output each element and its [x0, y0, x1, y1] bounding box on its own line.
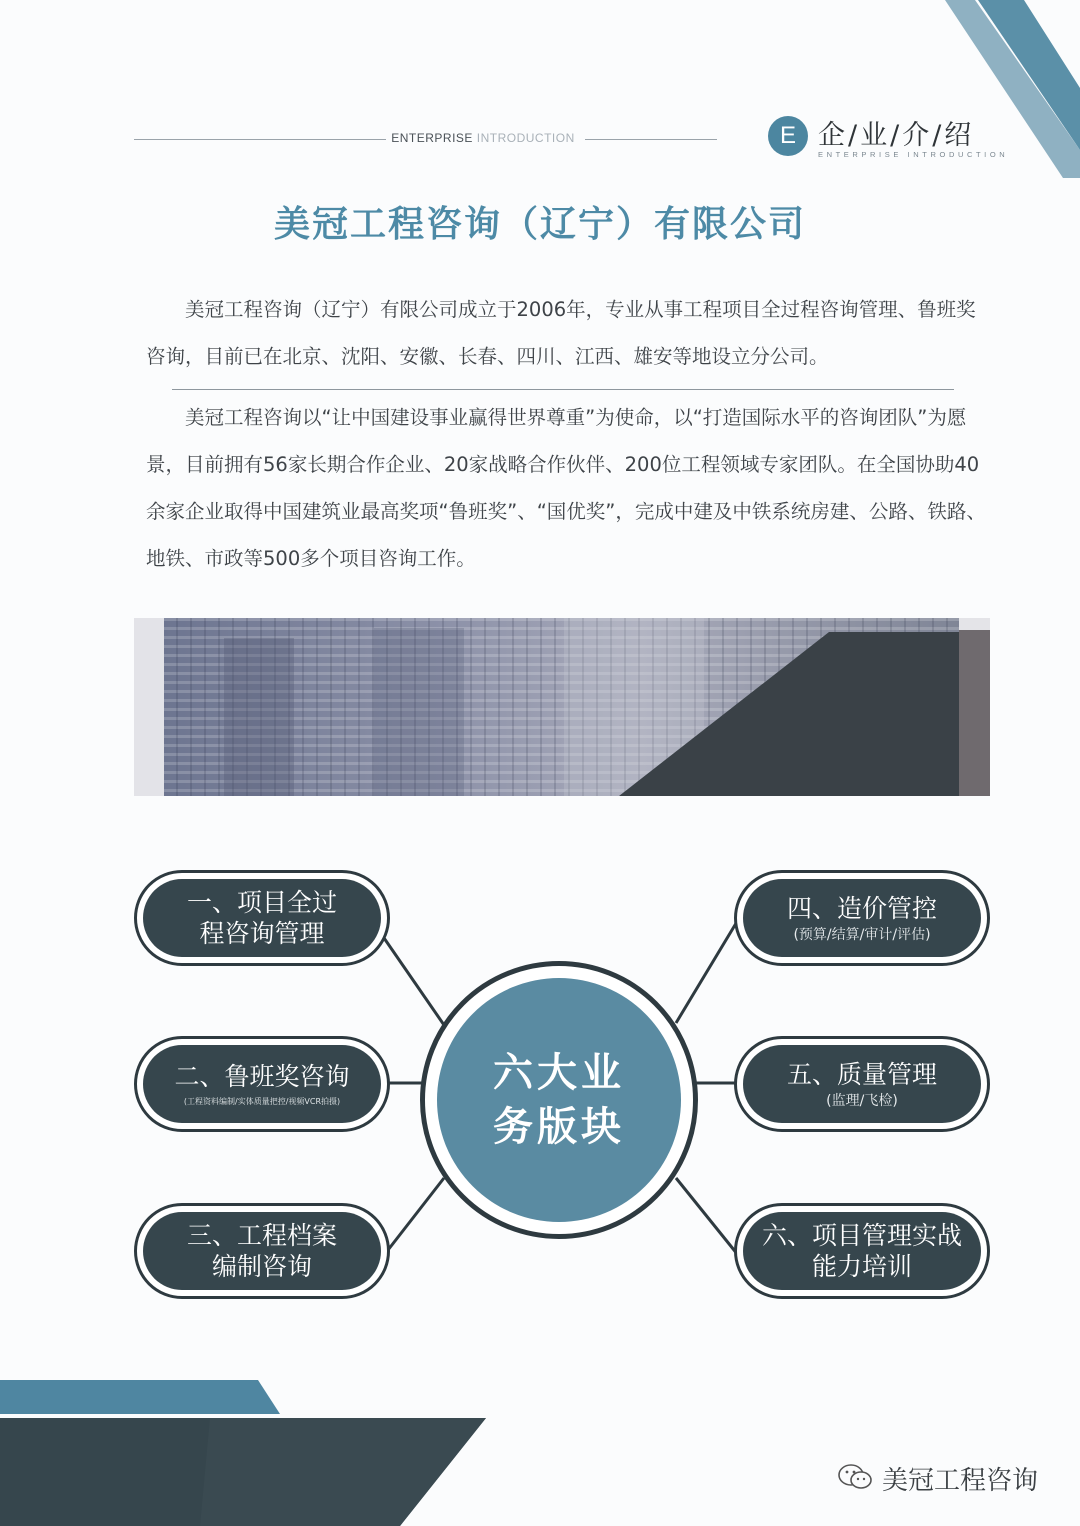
- hub-circle: [437, 978, 681, 1222]
- module-pill-3: [134, 1203, 390, 1299]
- footer-decoration: [0, 1370, 1080, 1526]
- hub-label: 六大业务版块: [493, 1050, 625, 1150]
- module-5-title: 五、质量管理: [786, 1059, 937, 1089]
- module-5-subtitle: (监理/飞检): [826, 1092, 898, 1109]
- building-banner-image: [134, 618, 990, 796]
- section-badge-title: 企/业/介/绍: [818, 120, 975, 151]
- module-2-subtitle: (工程资料编制/实体质量把控/视频VCR拍摄): [183, 1097, 341, 1106]
- wechat-icon: [836, 1462, 874, 1492]
- module-pill-6: [734, 1203, 990, 1299]
- top-decoration: [0, 0, 1080, 200]
- header-rule-label: ENTERPRISE INTRODUCTION: [391, 131, 575, 145]
- module-pill-2: [134, 1036, 390, 1132]
- module-pill-4: [734, 870, 990, 966]
- section-badge-subtitle: ENTERPRISE INTRODUCTION: [818, 150, 1009, 159]
- intro-paragraph-2: 美冠工程咨询以“让中国建设事业赢得世界尊重”为使命，以“打造国际水平的咨询团队”为愿景，目前拥有56家长期合作企业、20家战略合作伙伴、200位工程领域专家团队。在全国协助40余家企业取得中国建筑业最高奖项“鲁班奖”、“国优奖”，完成中建及中铁系统房建、公路、铁路、地铁、市政等500多个项目咨询工作。: [146, 406, 986, 570]
- header-rule-left: [134, 139, 386, 140]
- brand-name: 美冠工程咨询: [882, 1466, 1039, 1496]
- module-3-title: 三、工程档案编制咨询: [186, 1221, 337, 1281]
- module-1-title: 一、项目全过程咨询管理: [186, 888, 337, 948]
- paragraph-divider: [172, 389, 954, 390]
- module-6-title: 六、项目管理实战能力培训: [761, 1221, 962, 1281]
- header-rule-right: [585, 139, 717, 140]
- module-4-subtitle: (预算/结算/审计/评估): [793, 926, 931, 943]
- module-pill-1: [134, 870, 390, 966]
- company-title: 美冠工程咨询（辽宁）有限公司: [273, 204, 806, 245]
- module-4-title: 四、造价管控: [786, 893, 937, 923]
- module-pill-5: [734, 1036, 990, 1132]
- module-2-title: 二、鲁班奖咨询: [174, 1062, 350, 1091]
- intro-paragraph-1: 美冠工程咨询（辽宁）有限公司成立于2006年，专业从事工程项目全过程咨询管理、鲁班奖咨询，目前已在北京、沈阳、安徽、长春、四川、江西、雄安等地设立分公司。: [146, 298, 976, 368]
- section-badge-letter: E: [768, 116, 808, 156]
